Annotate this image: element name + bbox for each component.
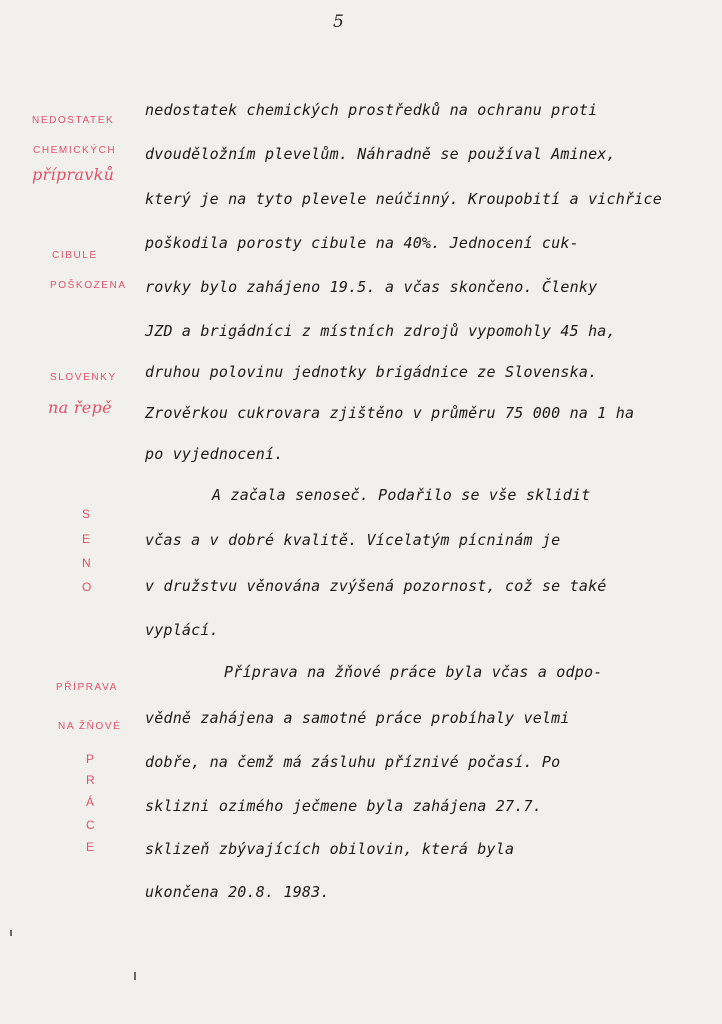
body-line: JZD a brigádníci z místních zdrojů vypomohly 45 ha, [145,322,616,340]
body-line: včas a v dobré kvalitě. Vícelatým pícninám je [145,531,561,549]
body-line: poškodila porosty cibule na 40%. Jednocení cuk- [145,234,579,252]
body-line: A začala senoseč. Podařilo se vše sklidit [212,486,591,504]
margin-note-prace-letter: C [86,818,95,832]
margin-note-nedostatek: NEDOSTATEK [32,115,115,126]
margin-note-chemickych: CHEMICKÝCH [33,145,117,156]
margin-note-seno-letter: N [82,556,91,570]
body-line: který je na tyto plevele neúčinný. Kroupobití a vichřice [145,190,662,208]
body-line: vyplácí. [145,621,219,639]
edge-mark [134,972,136,980]
page-number: 5 [333,12,344,32]
margin-note-na-repe: na řepě [48,398,112,417]
body-line: sklizeň zbývajících obilovin, která byla [145,840,515,858]
body-line: nedostatek chemických prostředků na ochranu proti [145,101,598,119]
margin-note-pripravku: přípravků [32,165,115,184]
body-line: po vyjednocení. [145,445,284,463]
margin-note-slovenky: SLOVENKY [50,372,117,383]
body-line: v družstvu věnována zvýšená pozornost, což se také [145,577,607,595]
body-line: druhou polovinu jednotky brigádnice ze Slovenska. [145,363,598,381]
edge-mark [10,930,12,936]
margin-note-prace-letter: E [86,840,95,854]
body-line: ukončena 20.8. 1983. [145,883,330,901]
margin-note-priprava: PŘÍPRAVA [56,682,118,693]
body-line: Příprava na žňové práce byla včas a odpo- [224,663,603,681]
margin-note-poskozena: POŠKOZENA [50,280,127,291]
margin-note-na-znove: NA ŽŇOVÉ [58,721,122,732]
margin-note-prace-letter: R [86,773,95,787]
body-line: dobře, na čemž má zásluhu příznivé počasí. Po [145,753,561,771]
margin-note-prace-letter: Á [86,795,95,809]
body-line: rovky bylo zahájeno 19.5. a včas skončeno. Členky [145,278,598,296]
body-line: sklizni ozimého ječmene byla zahájena 27.7. [145,797,542,815]
margin-note-seno-letter: O [82,580,92,594]
body-line: vědně zahájena a samotné práce probíhaly velmi [145,709,570,727]
margin-note-seno-letter: E [82,532,91,546]
body-line: dvouděložním plevelům. Náhradně se používal Aminex, [145,145,616,163]
margin-note-prace-letter: P [86,752,95,766]
body-line: Zrověrkou cukrovara zjištěno v průměru 75 000 na 1 ha [145,404,635,422]
margin-note-cibule: CIBULE [52,250,98,261]
margin-note-seno-letter: S [82,507,91,521]
